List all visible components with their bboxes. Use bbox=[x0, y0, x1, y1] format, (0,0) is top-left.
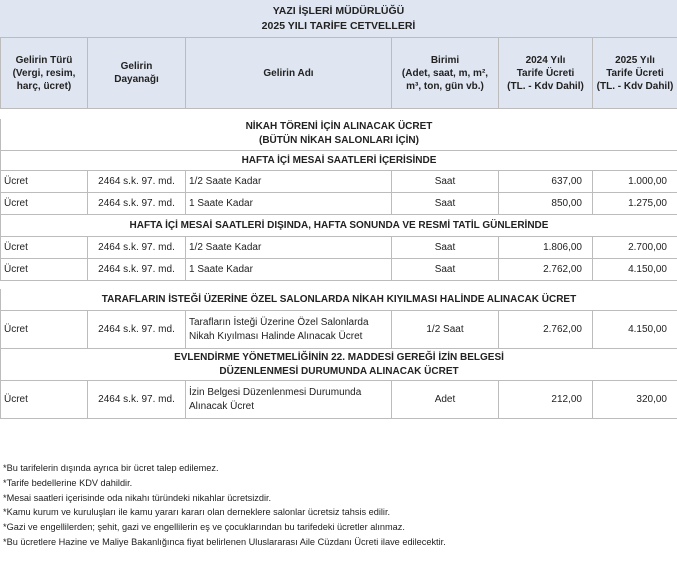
footnotes bbox=[3, 461, 446, 550]
section-heading: TARAFLARIN İSTEĞİ ÜZERİNE ÖZEL SALONLARDA NİKAH KIYILMASI HALİNDE ALINACAK ÜCRET bbox=[1, 289, 677, 311]
table-row: Ücret 2464 s.k. 97. md. 1 Saate Kadar Saat 850,00 1.275,00 bbox=[1, 193, 677, 215]
table-row: Ücret 2464 s.k. 97. md. İzin Belgesi Düzenlenmesi Durumunda Alınacak Ücret Adet 212,00 320,00 bbox=[1, 381, 677, 419]
footnote: *Tarife bedellerine KDV dahildir. bbox=[3, 477, 133, 488]
tariff-table bbox=[0, 37, 677, 419]
table-row: Ücret 2464 s.k. 97. md. 1/2 Saate Kadar Saat 1.806,00 2.700,00 bbox=[1, 237, 677, 259]
title-line-1: YAZI İŞLERİ MÜDÜRLÜĞÜ bbox=[272, 5, 405, 17]
col-header-unit: Birimi (Adet, saat, m, m², m³, ton, gün vb.) bbox=[392, 38, 499, 109]
col-header-type: Gelirin Türü (Vergi, resim, harç, ücret) bbox=[1, 38, 88, 109]
table-row: Ücret 2464 s.k. 97. md. 1/2 Saate Kadar Saat 637,00 1.000,00 bbox=[1, 171, 677, 193]
footnote: *Kamu kurum ve kuruluşları ile kamu yararı kararı olan derneklere salonlar ücretsiz tahsis edilir. bbox=[3, 507, 391, 518]
footnote: *Bu ücretlere Hazine ve Maliye Bakanlığınca fiyat belirlenen Uluslararası Aile Cüzdanı Ücreti ilave edilecektir. bbox=[3, 536, 446, 547]
document-title bbox=[0, 0, 677, 37]
col-header-basis: Gelirin Dayanağı bbox=[88, 38, 186, 109]
col-header-2025: 2025 Yılı Tarife Ücreti (TL. - Kdv Dahil) bbox=[593, 38, 677, 109]
footnote: *Bu tarifelerin dışında ayrıca bir ücret talep edilemez. bbox=[3, 463, 219, 473]
section-heading: HAFTA İÇİ MESAİ SAATLERİ DIŞINDA, HAFTA SONUNDA VE RESMİ TATİL GÜNLERİNDE bbox=[1, 215, 677, 237]
footnote: *Gazi ve engellilerden; şehit, gazi ve engellilerin eş ve çocuklarından bu tarifedeki ücretler alınmaz. bbox=[3, 522, 405, 533]
title-line-2: 2025 YILI TARİFE CETVELLERİ bbox=[261, 20, 416, 32]
col-header-name: Gelirin Adı bbox=[186, 38, 392, 109]
section-heading: EVLENDİRME YÖNETMELİĞİNİN 22. MADDESİ GEREĞİ İZİN BELGESİ DÜZENLENMESİ DURUMUNDA ALINACAK ÜCRET bbox=[1, 349, 677, 381]
col-header-2024: 2024 Yılı Tarife Ücreti (TL. - Kdv Dahil) bbox=[499, 38, 593, 109]
section-main-title: NİKAH TÖRENİ İÇİN ALINACAK ÜCRET (BÜTÜN NİKAH SALONLARI İÇİN) bbox=[1, 119, 677, 151]
table-row: Ücret 2464 s.k. 97. md. Tarafların İsteği Üzerine Özel Salonlarda Nikah Kıyılması Halinde Alınacak Ücret 1/2 Saat 2.762,00 4.150,00 bbox=[1, 311, 677, 349]
column-header-row bbox=[1, 38, 677, 109]
footnote: *Mesai saatleri içerisinde oda nikahı türündeki nikahlar ücretsizdir. bbox=[3, 492, 272, 503]
table-row: Ücret 2464 s.k. 97. md. 1 Saate Kadar Saat 2.762,00 4.150,00 bbox=[1, 259, 677, 281]
section-heading: HAFTA İÇİ MESAİ SAATLERİ İÇERİSİNDE bbox=[1, 151, 677, 171]
